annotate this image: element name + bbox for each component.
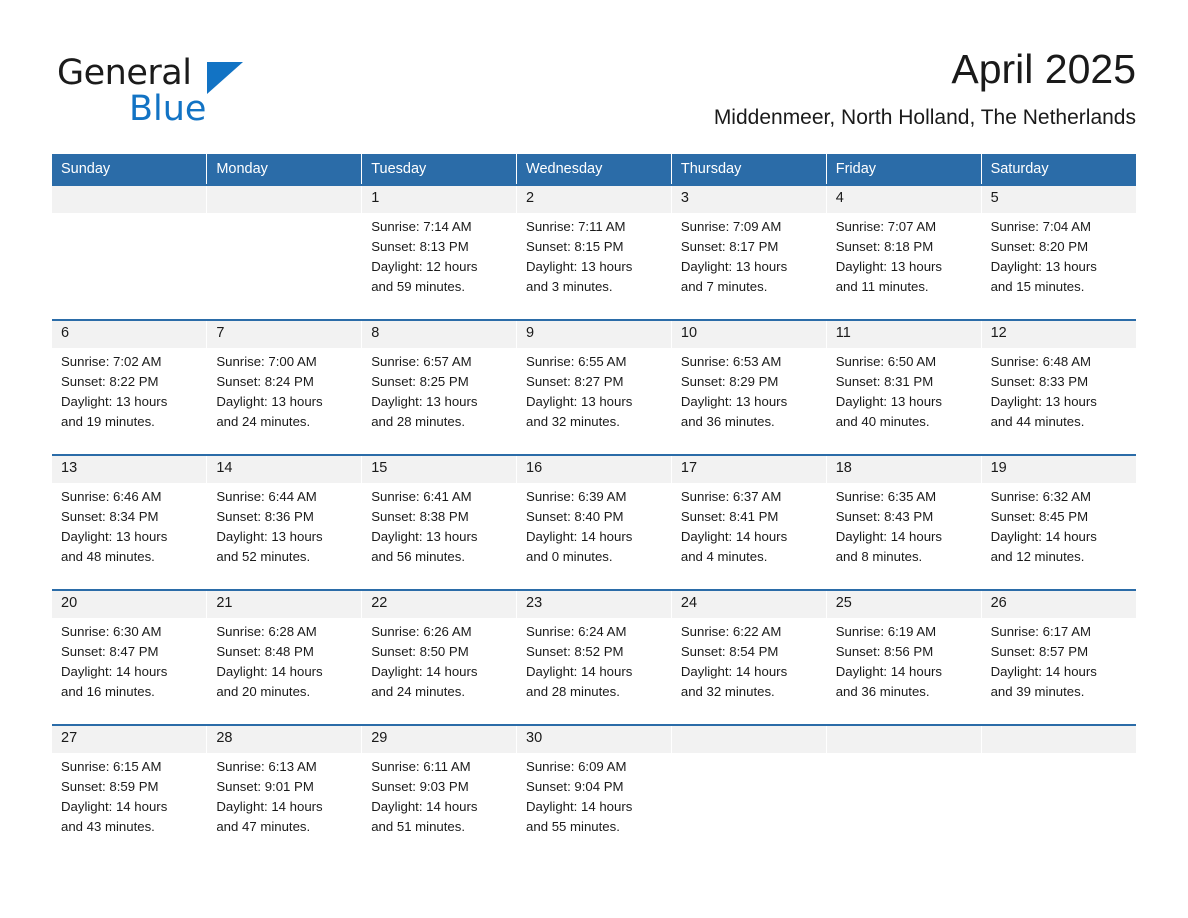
day-detail-line: and 44 minutes.	[990, 414, 1085, 429]
day-detail-line: Daylight: 14 hours	[990, 664, 1097, 679]
day-detail-line: Sunset: 8:13 PM	[371, 239, 469, 254]
day-number-cell[interactable]: 18	[826, 455, 981, 483]
week-daynumber-row	[52, 320, 1136, 348]
day-detail-line: Daylight: 13 hours	[216, 529, 323, 544]
day-detail-line: Sunset: 8:56 PM	[835, 644, 934, 659]
day-detail-line: Sunset: 8:41 PM	[680, 509, 779, 524]
page-header	[52, 44, 1136, 140]
day-number-cell[interactable]: 15	[362, 455, 517, 483]
day-number-cell[interactable]: 13	[52, 455, 207, 483]
day-detail-line: Sunrise: 6:55 AM	[526, 354, 627, 369]
day-detail-line: and 32 minutes.	[680, 684, 775, 699]
day-detail-line: Sunrise: 6:48 AM	[990, 354, 1091, 369]
day-detail-line: Sunrise: 6:26 AM	[371, 624, 472, 639]
weekday-header-saturday: Saturday	[981, 154, 1136, 185]
empty-day-cell	[981, 725, 1136, 753]
day-detail-line: Daylight: 13 hours	[680, 259, 788, 274]
empty-day-cell	[52, 185, 207, 213]
day-number-cell[interactable]: 20	[52, 590, 207, 618]
weekday-header-row	[52, 154, 1136, 185]
day-detail-line: and 12 minutes.	[990, 549, 1085, 564]
day-detail-line: Sunset: 8:57 PM	[990, 644, 1089, 659]
day-number-cell[interactable]: 1	[362, 185, 517, 213]
day-detail-line: Sunrise: 6:35 AM	[835, 489, 937, 504]
day-detail-line: Daylight: 13 hours	[990, 259, 1097, 274]
day-detail-line: Sunset: 8:48 PM	[216, 644, 314, 659]
empty-day-cell	[671, 725, 826, 753]
day-detail-line: and 36 minutes.	[680, 414, 775, 429]
day-detail-cell	[671, 483, 826, 590]
day-detail-line: Daylight: 13 hours	[680, 394, 788, 409]
day-detail-line: Sunset: 8:24 PM	[216, 374, 314, 389]
day-number-cell[interactable]: 16	[517, 455, 672, 483]
day-detail-line: Sunrise: 6:15 AM	[61, 759, 162, 774]
day-detail-line: Daylight: 14 hours	[526, 799, 633, 814]
day-detail-cell	[517, 753, 672, 859]
day-detail-line: Daylight: 14 hours	[61, 664, 168, 679]
day-number-cell[interactable]: 26	[981, 590, 1136, 618]
day-detail-cell	[52, 483, 207, 590]
day-detail-line: Sunset: 8:29 PM	[680, 374, 779, 389]
day-detail-cell	[671, 618, 826, 725]
day-detail-line: Daylight: 13 hours	[61, 529, 168, 544]
day-detail-cell	[981, 348, 1136, 455]
day-detail-cell	[671, 348, 826, 455]
day-detail-cell	[517, 213, 672, 320]
day-detail-line: Daylight: 13 hours	[371, 529, 478, 544]
day-detail-line: Daylight: 12 hours	[371, 259, 478, 274]
day-number-cell[interactable]: 14	[207, 455, 362, 483]
day-detail-line: Sunset: 8:34 PM	[61, 509, 159, 524]
day-detail-line: and 40 minutes.	[835, 414, 930, 429]
day-detail-line: Sunrise: 6:57 AM	[371, 354, 472, 369]
day-number-cell[interactable]: 2	[517, 185, 672, 213]
day-number-cell[interactable]: 21	[207, 590, 362, 618]
day-detail-line: and 24 minutes.	[216, 414, 311, 429]
day-number-cell[interactable]: 4	[826, 185, 981, 213]
logo-text-general: General	[57, 53, 192, 93]
day-number-cell[interactable]: 12	[981, 320, 1136, 348]
day-detail-cell	[517, 618, 672, 725]
day-detail-line: Sunrise: 7:00 AM	[216, 354, 317, 369]
day-detail-line: and 0 minutes.	[526, 549, 613, 564]
day-detail-line: and 56 minutes.	[371, 549, 466, 564]
day-detail-line: Sunset: 8:31 PM	[835, 374, 934, 389]
week-daynumber-row	[52, 185, 1136, 213]
day-detail-line: Sunrise: 7:04 AM	[990, 219, 1091, 234]
day-detail-line: and 39 minutes.	[990, 684, 1085, 699]
empty-detail-cell	[52, 213, 207, 320]
day-number-cell[interactable]: 10	[671, 320, 826, 348]
day-detail-line: Sunset: 8:52 PM	[526, 644, 624, 659]
day-detail-line: and 15 minutes.	[990, 279, 1085, 294]
day-detail-cell	[362, 348, 517, 455]
day-detail-line: and 47 minutes.	[216, 819, 311, 834]
day-detail-cell	[52, 348, 207, 455]
day-detail-line: and 55 minutes.	[526, 819, 620, 834]
day-detail-line: Daylight: 14 hours	[526, 529, 633, 544]
day-detail-line: Sunset: 8:20 PM	[990, 239, 1089, 254]
day-number-cell[interactable]: 17	[671, 455, 826, 483]
day-detail-line: Daylight: 13 hours	[526, 394, 633, 409]
day-detail-line: and 24 minutes.	[371, 684, 466, 699]
day-detail-line: Sunset: 8:22 PM	[61, 374, 159, 389]
day-detail-cell	[207, 618, 362, 725]
day-detail-line: Sunset: 8:54 PM	[680, 644, 779, 659]
day-detail-line: and 8 minutes.	[835, 549, 923, 564]
weekday-header-sunday: Sunday	[52, 154, 207, 185]
day-detail-cell	[52, 618, 207, 725]
day-detail-cell	[517, 483, 672, 590]
day-detail-line: Sunrise: 6:13 AM	[216, 759, 317, 774]
day-detail-line: Sunset: 9:04 PM	[526, 779, 624, 794]
day-detail-line: Sunset: 8:27 PM	[526, 374, 624, 389]
day-detail-cell	[362, 618, 517, 725]
day-number-cell[interactable]: 19	[981, 455, 1136, 483]
day-detail-cell	[207, 483, 362, 590]
day-number-cell[interactable]: 25	[826, 590, 981, 618]
day-detail-line: and 32 minutes.	[526, 414, 620, 429]
day-detail-line: Daylight: 13 hours	[216, 394, 323, 409]
day-number-cell[interactable]: 9	[517, 320, 672, 348]
day-number-cell[interactable]: 24	[671, 590, 826, 618]
sunrise-sunset-calendar	[52, 154, 1136, 859]
day-detail-line: and 16 minutes.	[61, 684, 155, 699]
week-detail-row	[52, 213, 1136, 320]
day-detail-line: Daylight: 13 hours	[990, 394, 1097, 409]
day-detail-line: Sunrise: 6:22 AM	[680, 624, 782, 639]
logo-triangle-icon	[207, 62, 243, 94]
day-detail-line: Daylight: 14 hours	[835, 529, 943, 544]
day-number-cell[interactable]: 30	[517, 725, 672, 753]
day-detail-line: Daylight: 13 hours	[526, 259, 633, 274]
day-detail-line: Sunset: 8:47 PM	[61, 644, 159, 659]
day-number-cell[interactable]: 7	[207, 320, 362, 348]
logo-text-blue: Blue	[129, 89, 207, 129]
day-detail-line: Sunset: 9:03 PM	[371, 779, 469, 794]
day-detail-line: and 3 minutes.	[526, 279, 613, 294]
day-detail-line: and 43 minutes.	[61, 819, 155, 834]
day-detail-line: Sunset: 8:18 PM	[835, 239, 934, 254]
day-detail-line: Sunrise: 6:41 AM	[371, 489, 472, 504]
day-number-cell[interactable]: 23	[517, 590, 672, 618]
day-number-cell[interactable]: 8	[362, 320, 517, 348]
day-detail-line: Sunset: 8:43 PM	[835, 509, 934, 524]
day-detail-line: and 7 minutes.	[680, 279, 768, 294]
day-detail-cell	[207, 348, 362, 455]
day-detail-line: and 20 minutes.	[216, 684, 311, 699]
day-number-cell[interactable]: 3	[671, 185, 826, 213]
day-detail-line: and 28 minutes.	[371, 414, 466, 429]
day-detail-cell	[517, 348, 672, 455]
day-detail-line: Sunset: 8:40 PM	[526, 509, 624, 524]
day-detail-line: Daylight: 14 hours	[680, 664, 788, 679]
day-detail-line: Sunrise: 6:28 AM	[216, 624, 317, 639]
day-detail-cell	[826, 483, 981, 590]
day-detail-line: Sunrise: 6:24 AM	[526, 624, 627, 639]
day-detail-line: Sunrise: 6:19 AM	[835, 624, 937, 639]
day-detail-cell	[981, 618, 1136, 725]
page-title: April 2025	[951, 46, 1136, 92]
day-detail-cell	[52, 753, 207, 859]
day-detail-line: Sunset: 8:17 PM	[680, 239, 779, 254]
day-detail-cell	[826, 213, 981, 320]
day-detail-line: Sunrise: 6:32 AM	[990, 489, 1091, 504]
day-number-cell[interactable]: 6	[52, 320, 207, 348]
day-detail-cell	[207, 753, 362, 859]
day-detail-line: Daylight: 14 hours	[216, 664, 323, 679]
general-blue-logo	[57, 54, 317, 130]
day-detail-cell	[826, 348, 981, 455]
day-detail-line: Sunset: 8:50 PM	[371, 644, 469, 659]
weekday-header-tuesday: Tuesday	[362, 154, 517, 185]
day-detail-line: Sunrise: 7:09 AM	[680, 219, 782, 234]
weekday-header-thursday: Thursday	[671, 154, 826, 185]
day-detail-line: Daylight: 13 hours	[371, 394, 478, 409]
day-detail-line: and 19 minutes.	[61, 414, 155, 429]
empty-detail-cell	[826, 753, 981, 859]
day-detail-line: Sunset: 8:36 PM	[216, 509, 314, 524]
day-detail-line: Daylight: 14 hours	[371, 799, 478, 814]
week-detail-row	[52, 483, 1136, 590]
day-detail-line: and 11 minutes.	[835, 279, 929, 294]
day-detail-line: Daylight: 14 hours	[680, 529, 788, 544]
day-detail-line: Sunrise: 7:07 AM	[835, 219, 937, 234]
day-detail-line: Sunrise: 6:11 AM	[371, 759, 471, 774]
empty-day-cell	[207, 185, 362, 213]
day-detail-line: Sunrise: 7:14 AM	[371, 219, 472, 234]
day-detail-line: Sunset: 8:38 PM	[371, 509, 469, 524]
week-daynumber-row	[52, 590, 1136, 618]
day-detail-cell	[362, 753, 517, 859]
day-detail-line: and 4 minutes.	[680, 549, 768, 564]
day-detail-line: and 48 minutes.	[61, 549, 155, 564]
weekday-header-friday: Friday	[826, 154, 981, 185]
day-detail-line: Sunrise: 6:37 AM	[680, 489, 782, 504]
day-detail-line: Sunrise: 7:02 AM	[61, 354, 162, 369]
day-number-cell[interactable]: 29	[362, 725, 517, 753]
day-number-cell[interactable]: 22	[362, 590, 517, 618]
day-detail-line: Sunrise: 6:30 AM	[61, 624, 162, 639]
empty-detail-cell	[981, 753, 1136, 859]
location-subtitle: Middenmeer, North Holland, The Netherlands	[713, 106, 1136, 129]
day-detail-line: Sunset: 8:15 PM	[526, 239, 624, 254]
day-detail-line: Daylight: 13 hours	[835, 259, 943, 274]
day-number-cell[interactable]: 11	[826, 320, 981, 348]
day-detail-line: and 28 minutes.	[526, 684, 620, 699]
day-number-cell[interactable]: 5	[981, 185, 1136, 213]
day-detail-line: Sunrise: 7:11 AM	[526, 219, 626, 234]
day-detail-line: Daylight: 13 hours	[61, 394, 168, 409]
day-detail-line: and 52 minutes.	[216, 549, 311, 564]
week-detail-row	[52, 348, 1136, 455]
day-detail-line: Sunset: 8:59 PM	[61, 779, 159, 794]
day-number-cell[interactable]: 28	[207, 725, 362, 753]
day-detail-line: Daylight: 14 hours	[216, 799, 323, 814]
week-daynumber-row	[52, 455, 1136, 483]
day-detail-line: Sunrise: 6:09 AM	[526, 759, 627, 774]
empty-detail-cell	[207, 213, 362, 320]
day-detail-cell	[826, 618, 981, 725]
weekday-header-monday: Monday	[207, 154, 362, 185]
empty-day-cell	[826, 725, 981, 753]
day-detail-line: Daylight: 14 hours	[990, 529, 1097, 544]
day-detail-cell	[362, 483, 517, 590]
day-detail-line: Sunset: 8:25 PM	[371, 374, 469, 389]
day-detail-cell	[981, 483, 1136, 590]
day-detail-line: Daylight: 13 hours	[835, 394, 943, 409]
day-detail-line: Daylight: 14 hours	[526, 664, 633, 679]
week-daynumber-row	[52, 725, 1136, 753]
day-detail-line: Sunset: 8:45 PM	[990, 509, 1089, 524]
day-detail-line: Sunset: 8:33 PM	[990, 374, 1089, 389]
week-detail-row	[52, 618, 1136, 725]
day-detail-line: Sunrise: 6:46 AM	[61, 489, 162, 504]
day-detail-line: and 51 minutes.	[371, 819, 466, 834]
day-detail-line: Sunset: 9:01 PM	[216, 779, 314, 794]
day-detail-line: Sunrise: 6:44 AM	[216, 489, 317, 504]
day-detail-cell	[671, 213, 826, 320]
day-detail-line: Daylight: 14 hours	[61, 799, 168, 814]
calendar-body	[52, 185, 1136, 859]
day-detail-line: and 36 minutes.	[835, 684, 930, 699]
weekday-header-wednesday: Wednesday	[517, 154, 672, 185]
day-detail-line: Sunrise: 6:53 AM	[680, 354, 782, 369]
week-detail-row	[52, 753, 1136, 859]
day-detail-line: Daylight: 14 hours	[371, 664, 478, 679]
day-detail-line: and 59 minutes.	[371, 279, 466, 294]
day-detail-line: Daylight: 14 hours	[835, 664, 943, 679]
empty-detail-cell	[671, 753, 826, 859]
day-number-cell[interactable]: 27	[52, 725, 207, 753]
day-detail-line: Sunrise: 6:39 AM	[526, 489, 627, 504]
day-detail-line: Sunrise: 6:50 AM	[835, 354, 937, 369]
day-detail-cell	[362, 213, 517, 320]
day-detail-line: Sunrise: 6:17 AM	[990, 624, 1091, 639]
day-detail-cell	[981, 213, 1136, 320]
